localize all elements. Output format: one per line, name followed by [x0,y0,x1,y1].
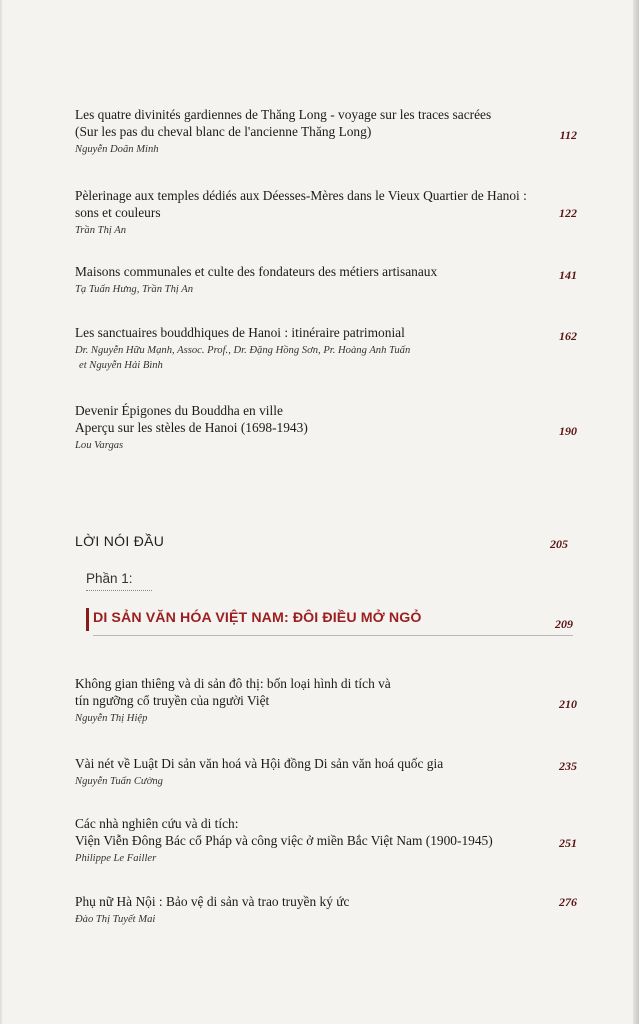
entry-title-line: Viện Viễn Đông Bác cổ Pháp và công việc ở miền Bắc Việt Nam (1900-1945) [75,833,493,848]
entry-author: Trần Thị An [75,225,127,236]
section-page-number: 209 [555,617,573,631]
entry-author: Nguyễn Doãn Minh [75,144,159,155]
section-title: DI SẢN VĂN HÓA VIỆT NAM: ĐÔI ĐIỀU MỞ NGỎ [93,610,422,626]
entry-page-number: 210 [559,697,577,711]
entry-page-number: 112 [559,128,577,142]
page-edge-left [0,0,3,1024]
entry-author: Philippe Le Failler [75,853,157,864]
entry-page-number: 122 [559,206,577,220]
entry-title-line: (Sur les pas du cheval blanc de l'ancienne Thăng Long) [75,124,372,139]
toc-entry [75,324,577,373]
entry-author: Nguyễn Tuấn Cường [75,776,163,787]
toc-entry [75,187,577,238]
entry-title-line: tín ngưỡng cổ truyền của người Việt [75,693,270,708]
entry-title-line: Les sanctuaires bouddhiques de Hanoi : itinéraire patrimonial [75,325,405,340]
entry-author: Lou Vargas [75,440,124,451]
toc-entry [75,755,577,789]
toc-entry [75,893,577,927]
preface-heading: LỜI NÓI ĐẦU [75,533,165,549]
entry-title-line: Vài nét về Luật Di sản văn hoá và Hội đồng Di sản văn hoá quốc gia [75,756,444,771]
entry-page-number: 276 [559,895,577,909]
part-underline [86,590,152,591]
entry-title-line: Không gian thiêng và di sản đô thị: bốn loại hình di tích và [75,676,391,691]
entry-title-line: Các nhà nghiên cứu và di tích: [75,816,239,831]
entry-author: Tạ Tuấn Hưng, Trần Thị An [75,284,194,295]
entry-title-line: Aperçu sur les stèles de Hanoi (1698-1943) [75,420,308,435]
toc-entry [75,815,577,866]
entry-author: et Nguyễn Hải Bình [79,360,163,371]
entry-page-number: 190 [559,424,577,438]
toc-entry [75,402,577,453]
section-header [86,602,573,636]
entry-title-line: Devenir Épigones du Bouddha en ville [75,403,283,418]
entry-page-number: 141 [559,268,577,282]
section-accent-bar [86,608,89,631]
entry-page-number: 235 [559,759,577,773]
entry-author: Dr. Nguyễn Hữu Mạnh, Assoc. Prof., Dr. Đặng Hồng Sơn, Pr. Hoàng Anh Tuấn [75,345,411,356]
entry-page-number: 251 [559,836,577,850]
part-label: Phần 1: [86,571,133,586]
entry-author: Nguyễn Thị Hiệp [75,713,148,724]
toc-entry [75,675,577,726]
section-divider [93,635,573,636]
page-edge-right [633,0,639,1024]
entry-page-number: 162 [559,329,577,343]
preface-page-number: 205 [550,537,568,551]
entry-title-line: Les quatre divinités gardiennes de Thăng Long - voyage sur les traces sacrées [75,107,492,122]
entry-title-line: Pèlerinage aux temples dédiés aux Déesses-Mères dans le Vieux Quartier de Hanoi : [75,188,527,203]
entry-title-line: Maisons communales et culte des fondateurs des métiers artisanaux [75,264,438,279]
entry-author: Đào Thị Tuyết Mai [75,914,156,925]
toc-entry [75,263,577,297]
entry-title-line: sons et couleurs [75,205,161,220]
toc-entry [75,106,577,157]
entry-title-line: Phụ nữ Hà Nội : Bảo vệ di sản và trao truyền ký ức [75,894,350,909]
